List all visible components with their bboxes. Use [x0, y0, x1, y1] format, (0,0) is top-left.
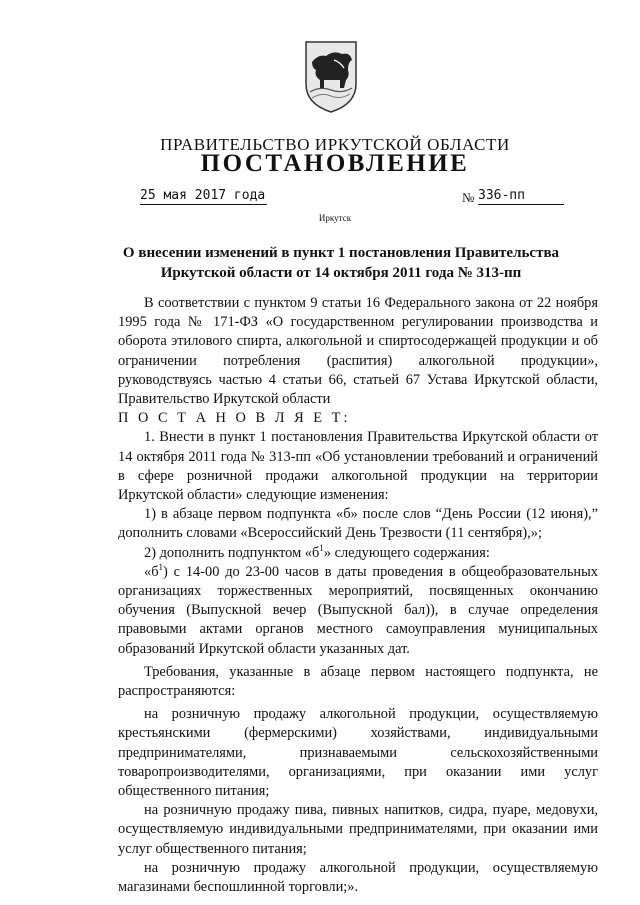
exception-2: на розничную продажу пива, пивных напитков, сидра, пуаре, медовухи, осуществляемую индивидуальными предпринимателями, при оказании ими услуг общественного питания; [118, 802, 598, 857]
requirements-paragraph: Требования, указанные в абзаце первом настоящего подпункта, не распространяются: [118, 663, 598, 700]
city: Иркутск [318, 213, 352, 223]
document-type: ПОСТАНОВЛЕНИЕ [200, 150, 470, 177]
item-1-sub-2 [118, 544, 598, 563]
item-1-sub-1: 1) в абзаце первом подпункта «б» после слов “День России (12 июня),” дополнить словами «Всероссийский День Трезвости (11 сентября),»; [118, 506, 598, 542]
exception-1: на розничную продажу алкогольной продукции, осуществляемую крестьянскими (фермерскими) хозяйствами, индивидуальными предпринимателями, признаваемыми сельскохозяйственными товаропроизводителями, организациями, при оказании ими услуг общественного питания; [118, 706, 598, 800]
number-sign: № [462, 190, 475, 205]
superscript: 1 [319, 542, 324, 553]
document-body [118, 294, 598, 897]
document-number: 336-пп [478, 188, 564, 205]
subitem-b1-text: ) с 14-00 до 23-00 часов в даты проведения в общеобразовательных организациях торжественных мероприятий, посвященных окончанию обучения (Выпускной вечер (Выпускной бал)), в случае определения правовыми актами органов местного самоуправления муниципальных образований Иркутской области указанных дат. [118, 563, 598, 657]
preamble: В соответствии с пунктом 9 статьи 16 Федерального закона от 22 ноября 1995 года № 171-ФЗ «О государственном регулировании производства и оборота этилового спирта, алкогольной и спиртосодержащей продукции и об ограничении потребления (распития) алкогольной продукции», руководствуясь частью 4 статьи 66, статьей 67 Устава Иркутской области, Правительство Иркутской области [118, 295, 598, 408]
government-name: ПРАВИТЕЛЬСТВО ИРКУТСКОЙ ОБЛАСТИ [160, 135, 510, 154]
resolves-word: П О С Т А Н О В Л Я Е Т: [118, 410, 351, 427]
document-date: 25 мая 2017 года [140, 188, 266, 203]
document-title: О внесении изменений в пункт 1 постановления Правительства Иркутской области от 14 октября 2011 года № 313-пп [122, 245, 560, 281]
superscript: 1 [158, 562, 164, 573]
coat-of-arms-icon [304, 40, 358, 114]
item-1: 1. Внести в пункт 1 постановления Правительства Иркутской области от 14 октября 2011 года № 313-пп «Об установлении требований и ограничений в сфере розничной продажи алкогольной продукции на территории Иркутской области» следующие изменения: [118, 429, 598, 504]
item-1-sub-2-tail: » следующего содержания: [323, 544, 490, 561]
subitem-b1-head: «б [144, 563, 159, 580]
subitem-b1 [118, 563, 598, 659]
exception-3: на розничную продажу алкогольной продукции, осуществляемую магазинами беспошлинной торговли;». [118, 859, 598, 896]
item-1-sub-2-text: 2) дополнить подпунктом «б [144, 544, 320, 561]
